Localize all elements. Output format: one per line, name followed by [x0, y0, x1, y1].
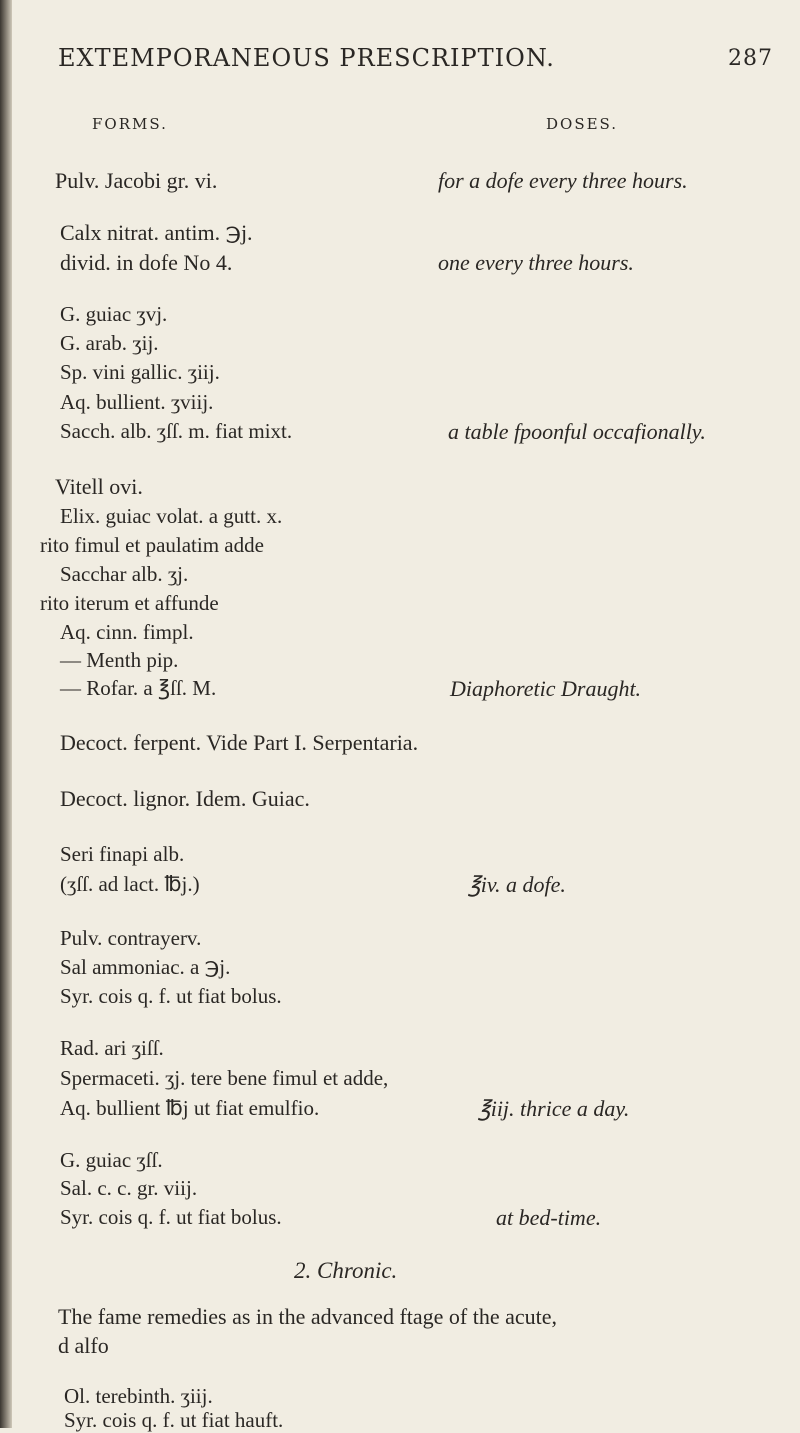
- recipe-line: Sal ammoniac. a ℈j.: [60, 955, 231, 979]
- recipe-line: Syr. cois q. f. ut fiat bolus.: [60, 984, 282, 1008]
- recipe-line: Aq. bullient ℔j ut fiat emulfio.: [60, 1096, 320, 1120]
- recipe-line: Vitell ovi.: [55, 474, 143, 499]
- recipe-line: Syr. cois q. f. ut fiat hauft.: [64, 1408, 284, 1432]
- dose-line: for a dofe every three hours.: [438, 168, 688, 193]
- recipe-line: Calx nitrat. antim. ℈j.: [60, 220, 253, 245]
- recipe-line: Spermaceti. ʒj. tere bene fimul et adde,: [60, 1066, 389, 1090]
- dose-line: ℥iij. thrice a day.: [478, 1096, 630, 1121]
- running-head: EXTEMPORANEOUS PRESCRIPTION.: [58, 44, 555, 72]
- recipe-line: G. guiac ʒvj.: [60, 302, 168, 326]
- recipe-line: — Rofar. a ℥ſſ. M.: [60, 676, 217, 700]
- recipe-line: Sacch. alb. ʒſſ. m. fiat mixt.: [60, 419, 293, 443]
- dose-line: ℥iv. a dofe.: [468, 872, 566, 897]
- dose-line: a table fpoonful occafionally.: [448, 419, 706, 444]
- page-number: 287: [728, 46, 773, 71]
- column-heading-doses: DOSES.: [546, 115, 619, 133]
- recipe-line: G. arab. ʒij.: [60, 331, 159, 355]
- recipe-line: Pulv. Jacobi gr. vi.: [55, 168, 218, 193]
- recipe-line: Elix. guiac volat. a gutt. x.: [60, 504, 283, 528]
- recipe-line: Sp. vini gallic. ʒiij.: [60, 360, 220, 384]
- dose-line: one every three hours.: [438, 250, 634, 275]
- recipe-line: Ol. terebinth. ʒiij.: [64, 1384, 213, 1408]
- recipe-line: Aq. bullient. ʒviij.: [60, 390, 214, 414]
- recipe-line: Rad. ari ʒiſſ.: [60, 1036, 164, 1060]
- recipe-line: d alfo: [58, 1333, 109, 1358]
- recipe-line: (ʒſſ. ad lact. ℔j.): [60, 872, 200, 896]
- recipe-line: The fame remedies as in the advanced ftage of the acute,: [58, 1304, 558, 1329]
- dose-line: at bed-time.: [496, 1205, 602, 1230]
- recipe-line: rito iterum et affunde: [40, 591, 219, 615]
- column-heading-forms: FORMS.: [92, 115, 168, 133]
- recipe-line: G. guiac ʒſſ.: [60, 1148, 163, 1172]
- recipe-line: Sal. c. c. gr. viij.: [60, 1176, 198, 1200]
- recipe-line: Sacchar alb. ʒj.: [60, 562, 189, 586]
- recipe-line: Decoct. lignor. Idem. Guiac.: [60, 786, 310, 811]
- section-heading: 2. Chronic.: [294, 1258, 398, 1283]
- dose-line: Diaphoretic Draught.: [450, 676, 642, 701]
- recipe-line: rito fimul et paulatim adde: [40, 533, 264, 557]
- recipe-line: Syr. cois q. f. ut fiat bolus.: [60, 1205, 282, 1229]
- recipe-line: Decoct. ferpent. Vide Part I. Serpentaria.: [60, 730, 419, 755]
- recipe-line: — Menth pip.: [60, 648, 179, 672]
- recipe-line: Seri finapi alb.: [60, 842, 185, 866]
- recipe-line: divid. in dofe No 4.: [60, 250, 233, 275]
- recipe-line: Pulv. contrayerv.: [60, 926, 202, 950]
- recipe-line: Aq. cinn. fimpl.: [60, 620, 194, 644]
